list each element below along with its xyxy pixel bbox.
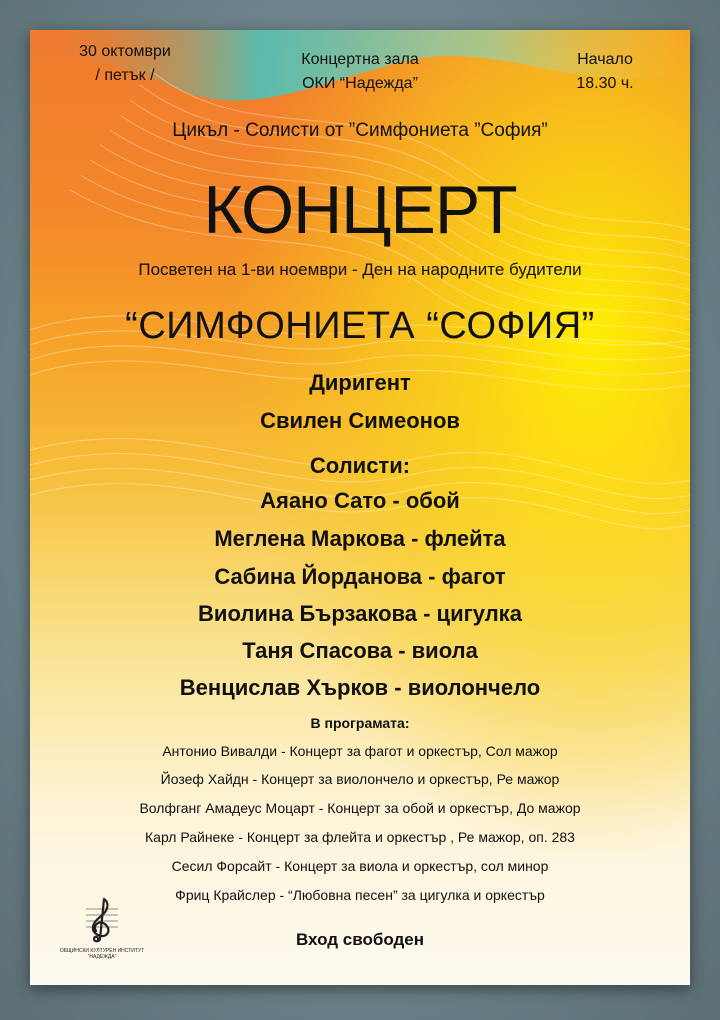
date-weekday: / петък / <box>95 67 155 84</box>
program-item: Сесил Форсайт - Концерт за виола и оркестър, сол минор <box>171 858 549 874</box>
date-day: 30 октомври <box>79 43 171 60</box>
treble-clef-icon <box>82 895 122 943</box>
start-time: 18.30 ч. <box>576 75 634 92</box>
start-label: Начало <box>577 51 633 68</box>
event-start <box>550 48 660 96</box>
venue-hall: Концертна зала <box>301 51 419 68</box>
logo-text-line2: “НАДЕЖДА” <box>87 954 117 960</box>
venue-name: ОКИ “Надежда” <box>302 75 418 92</box>
program-item: Антонио Вивалди - Концерт за фагот и оркестър, Сол мажор <box>162 743 558 759</box>
concert-poster <box>30 30 690 985</box>
soloist-item: Таня Спасова - виола <box>242 638 478 663</box>
program-item: Йозеф Хайдн - Концерт за виолончело и оркестър, Ре мажор <box>160 771 560 787</box>
logo-text-line1: ОБЩИНСКИ КУЛТУРЕН ИНСТИТУТ <box>59 948 145 954</box>
free-entry: Вход свободен <box>296 930 424 949</box>
orchestra-name: “СИМФОНИЕТА “СОФИЯ” <box>125 305 595 347</box>
poster-title: КОНЦЕРТ <box>203 172 517 248</box>
event-date <box>50 40 200 88</box>
concert-cycle: Цикъл - Солисти от ”Симфониета ”София” <box>172 120 548 141</box>
event-venue <box>260 48 460 96</box>
institute-logo <box>52 895 152 960</box>
conductor-name: Свилен Симеонов <box>260 408 460 433</box>
soloist-item: Аяано Сато - обой <box>260 488 460 513</box>
program-item: Карл Райнеке - Концерт за флейта и оркестър , Ре мажор, оп. 283 <box>145 829 575 845</box>
conductor-label: Диригент <box>309 370 411 395</box>
program-item: Фриц Крайслер - “Любовна песен” за цигулка и оркестър <box>175 887 545 903</box>
program-label: В програмата: <box>310 715 410 731</box>
program-item: Волфганг Амадеус Моцарт - Концерт за обой и оркестър, До мажор <box>139 800 581 816</box>
soloists-label: Солисти: <box>309 453 411 478</box>
soloist-item: Венцислав Хърков - виолончело <box>179 675 541 700</box>
soloist-item: Виолина Бързакова - цигулка <box>198 601 522 626</box>
soloist-item: Сабина Йорданова - фагот <box>214 564 506 589</box>
dedication: Посветен на 1-ви ноември - Ден на народните будители <box>138 260 582 279</box>
soloist-item: Меглена Маркова - флейта <box>214 526 506 551</box>
